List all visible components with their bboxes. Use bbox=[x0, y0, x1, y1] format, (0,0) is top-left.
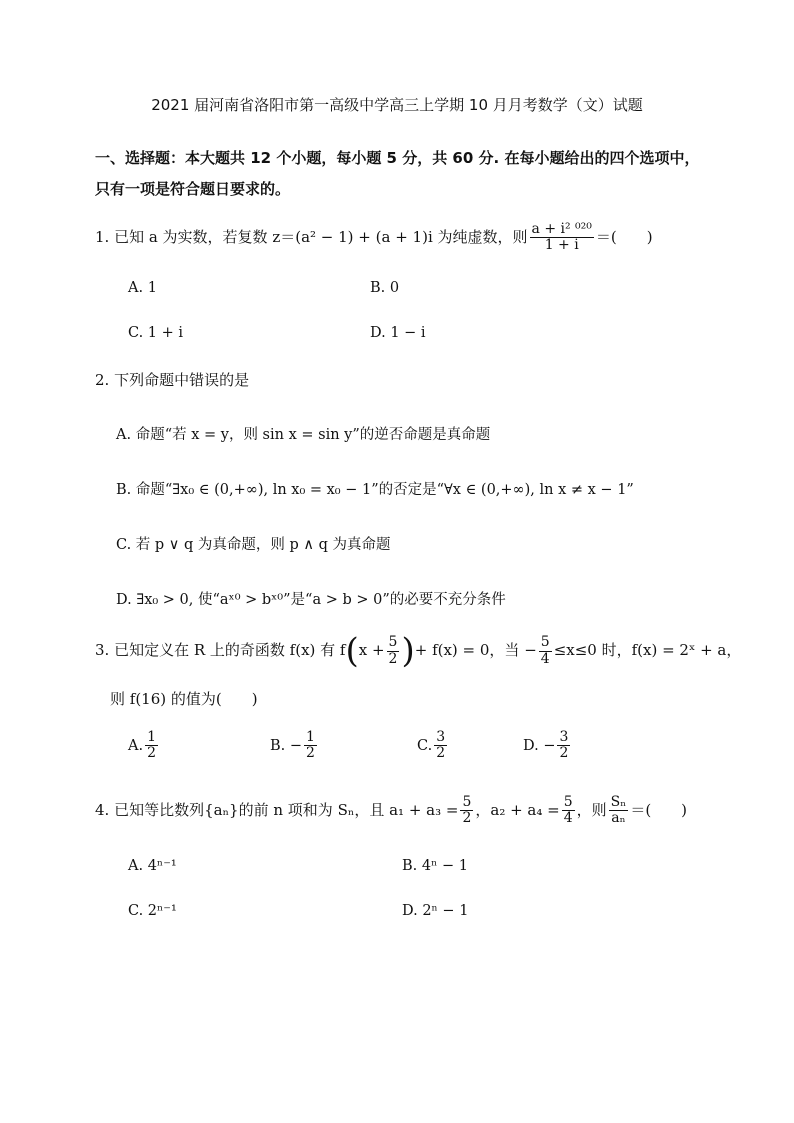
q3-stem-part-b: + f(x) = 0，当 − bbox=[414, 641, 537, 659]
q3-option-b-label: B. bbox=[270, 737, 286, 754]
q4-fraction-1 bbox=[460, 795, 473, 827]
right-paren-icon: ) bbox=[401, 631, 415, 671]
q3-option-d[interactable] bbox=[523, 730, 572, 762]
question-1-stem bbox=[95, 222, 653, 254]
q3-option-b-den: 2 bbox=[306, 745, 315, 762]
q1-frac-den: 1 + i bbox=[530, 237, 594, 253]
q4-fraction-3 bbox=[609, 795, 629, 827]
q4-frac2-num: 5 bbox=[563, 794, 573, 810]
q1-stem-part-a: 1. 已知 a 为实数，若复数 z＝(a² − 1) + (a + 1)i 为纯虚数，则 bbox=[95, 227, 528, 246]
question-2-stem: 2. 下列命题中错误的是 bbox=[95, 371, 250, 389]
q3-option-c-fraction bbox=[434, 730, 447, 762]
q1-fraction bbox=[530, 222, 594, 254]
q4-frac3-num: Sₙ bbox=[610, 794, 627, 810]
q4-option-c[interactable]: C. 2ⁿ⁻¹ bbox=[128, 903, 177, 919]
q3-option-d-fraction bbox=[557, 730, 570, 762]
q3-option-b-sign: − bbox=[289, 737, 303, 754]
section-heading-line2: 只有一项是符合题日要求的。 bbox=[95, 180, 291, 198]
q4-stem-part-b: ，a₂ + a₄ = bbox=[475, 800, 560, 819]
q2-option-c[interactable]: C. 若 p ∨ q 为真命题，则 p ∧ q 为真命题 bbox=[116, 537, 391, 553]
q4-frac2-den: 4 bbox=[563, 810, 573, 827]
q4-option-d[interactable]: D. 2ⁿ − 1 bbox=[402, 903, 469, 919]
q4-option-a[interactable]: A. 4ⁿ⁻¹ bbox=[128, 858, 177, 874]
q2-option-a[interactable]: A. 命题“若 x = y，则 sin x = sin y”的逆否命题是真命题 bbox=[116, 427, 491, 443]
question-4-stem bbox=[95, 795, 687, 827]
q4-fraction-2 bbox=[562, 795, 575, 827]
q3-fraction-2 bbox=[539, 635, 552, 667]
q3-option-a-den: 2 bbox=[147, 745, 157, 762]
q1-option-c[interactable]: C. 1 + i bbox=[128, 325, 184, 341]
q3-option-b-num: 1 bbox=[306, 729, 315, 745]
q3-frac2-den: 4 bbox=[540, 650, 550, 667]
q1-stem-part-b: ＝( ) bbox=[595, 227, 653, 246]
q3-option-a-fraction bbox=[145, 730, 158, 762]
q1-option-b[interactable]: B. 0 bbox=[370, 280, 400, 296]
q1-option-d[interactable]: D. 1 − i bbox=[370, 325, 426, 341]
q3-option-a-num: 1 bbox=[147, 729, 157, 745]
q4-stem-part-c: ，则 bbox=[576, 800, 607, 819]
q4-frac3-den: aₙ bbox=[609, 810, 629, 826]
q1-option-a[interactable]: A. 1 bbox=[128, 280, 157, 296]
q3-option-d-label: D. bbox=[523, 737, 539, 754]
q3-option-b[interactable] bbox=[270, 730, 319, 762]
q3-inner-a: x + bbox=[358, 641, 385, 659]
q4-option-b[interactable]: B. 4ⁿ − 1 bbox=[402, 858, 468, 874]
q2-option-d[interactable]: D. ∃x₀ > 0, 使“aˣ⁰ > bˣ⁰”是“a > b > 0”的必要不充分条件 bbox=[116, 592, 506, 608]
q3-option-d-sign: − bbox=[543, 737, 556, 754]
q3-option-c-num: 3 bbox=[436, 729, 446, 745]
section-heading-line1: 一、选择题：本大题共 12 个小题，每小题 5 分，共 60 分. 在每小题给出的四个选项中， bbox=[95, 149, 700, 167]
q3-option-b-fraction bbox=[304, 730, 317, 762]
q3-option-a[interactable] bbox=[128, 730, 160, 762]
q3-stem-line2: 则 f(16) 的值为( ) bbox=[110, 690, 258, 708]
q4-frac1-num: 5 bbox=[462, 794, 472, 810]
q3-option-c-label: C. bbox=[417, 737, 433, 754]
q3-option-d-num: 3 bbox=[559, 729, 569, 745]
q3-stem-part-c: ≤x≤0 时，f(x) = 2ˣ + a， bbox=[553, 641, 742, 659]
left-paren-icon: ( bbox=[345, 631, 359, 671]
q3-fraction-1 bbox=[387, 635, 400, 667]
q3-frac1-den: 2 bbox=[388, 650, 398, 667]
q3-frac2-num: 5 bbox=[540, 634, 550, 651]
question-3-stem bbox=[95, 631, 742, 671]
q2-option-b[interactable]: B. 命题“∃x₀ ∈ (0,+∞), ln x₀ = x₀ − 1”的否定是“∀x ∈ (0,+∞), ln x ≠ x − 1” bbox=[116, 482, 634, 498]
q3-option-d-den: 2 bbox=[559, 745, 569, 762]
q3-stem-part-a: 3. 已知定义在 R 上的奇函数 f(x) 有 f bbox=[95, 641, 346, 659]
q4-frac1-den: 2 bbox=[462, 810, 472, 827]
page-title: 2021 届河南省洛阳市第一高级中学高三上学期 10 月月考数学（文）试题 bbox=[151, 96, 643, 114]
q1-frac-num: a + i² ⁰²⁰ bbox=[531, 221, 592, 237]
q3-option-a-label: A. bbox=[128, 737, 144, 754]
q3-option-c-den: 2 bbox=[436, 745, 446, 762]
q4-stem-part-d: ＝( ) bbox=[630, 800, 688, 819]
q4-stem-part-a: 4. 已知等比数列{aₙ}的前 n 项和为 Sₙ，且 a₁ + a₃ = bbox=[95, 800, 459, 819]
q3-option-c[interactable] bbox=[417, 730, 449, 762]
q3-frac1-num: 5 bbox=[388, 634, 398, 651]
